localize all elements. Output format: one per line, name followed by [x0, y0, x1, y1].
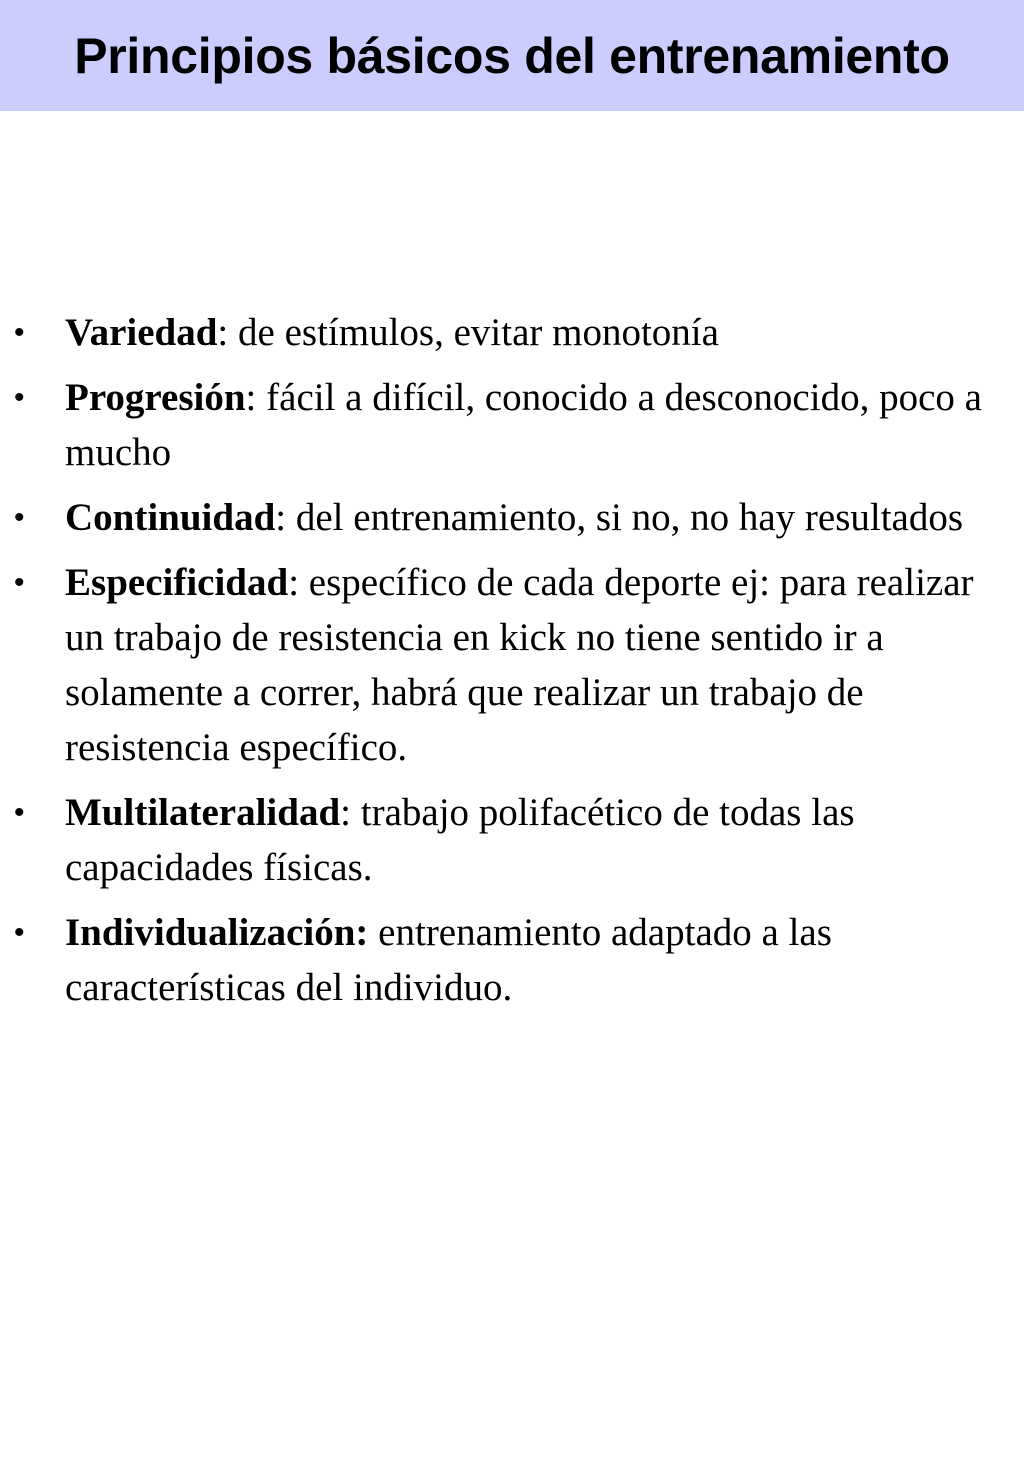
- list-item: [0, 305, 1024, 360]
- principle-separator: :: [275, 496, 287, 539]
- bullet-icon: •: [14, 796, 25, 829]
- principle-term: Especificidad: [65, 561, 289, 604]
- list-item: [0, 905, 1024, 1015]
- bullet-icon: •: [14, 916, 25, 949]
- title-band: [0, 0, 1024, 111]
- principle-separator: :: [340, 791, 351, 834]
- principle-description: específico de cada deporte ej: para realizar un trabajo de resistencia en kick no tiene sentido ir a solamente a correr, habrá que realizar un trabajo de resistencia específico.: [65, 561, 974, 769]
- principle-description: entrenamiento adaptado a las características del individuo.: [65, 911, 832, 1009]
- principles-list: [0, 305, 1024, 1025]
- principle-separator: :: [217, 311, 229, 354]
- principle-description: del entrenamiento, si no, no hay resultados: [286, 496, 964, 539]
- principle-separator: :: [245, 376, 257, 419]
- principle-term: Multilateralidad: [65, 791, 341, 834]
- page-title: Principios básicos del entrenamiento: [74, 28, 950, 84]
- list-item: [0, 370, 1024, 480]
- bullet-icon: •: [14, 566, 25, 599]
- principle-term: Progresión: [65, 376, 246, 419]
- bullet-icon: •: [14, 501, 25, 534]
- bullet-icon: •: [14, 316, 25, 349]
- principle-description: de estímulos, evitar monotonía: [228, 311, 719, 354]
- list-item: [0, 490, 1024, 545]
- principle-term: Individualización:: [65, 911, 369, 954]
- list-item: [0, 785, 1024, 895]
- principle-description: fácil a difícil, conocido a desconocido, poco a mucho: [65, 376, 982, 474]
- principle-term: Variedad: [65, 311, 218, 354]
- list-item: [0, 555, 1024, 775]
- principle-separator: :: [288, 561, 300, 604]
- principle-description: trabajo polifacético de todas las capacidades físicas.: [65, 791, 855, 889]
- principle-term: Continuidad: [65, 496, 276, 539]
- bullet-icon: •: [14, 381, 25, 414]
